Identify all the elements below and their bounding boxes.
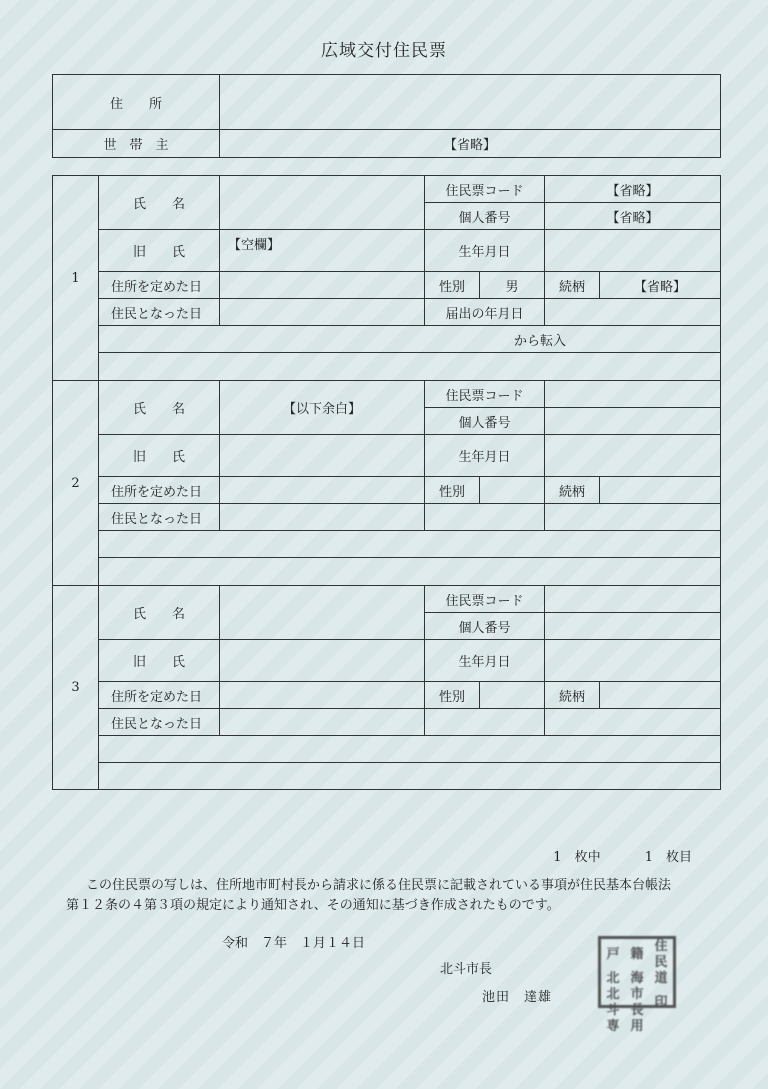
remarks-extra — [99, 353, 721, 381]
document-title: 広域交付住民票 — [321, 41, 447, 61]
person-number: 1 — [53, 176, 99, 381]
official-seal-stamp — [598, 936, 676, 1034]
relationship-label: 続柄 — [545, 682, 600, 709]
remarks-value: から転入 — [99, 326, 721, 353]
individual-number-label: 個人番号 — [425, 613, 545, 640]
former-name-value — [220, 640, 425, 682]
name-value: 【以下余白】 — [220, 381, 425, 435]
seal-char: 北 — [606, 971, 620, 986]
birth-date-label: 生年月日 — [425, 640, 545, 682]
name-label: 氏 名 — [99, 586, 220, 640]
certification-text — [66, 876, 706, 916]
individual-number-value: 【省略】 — [545, 203, 721, 230]
birth-date-value — [545, 230, 721, 272]
resident-code-label: 住民票コード — [425, 586, 545, 613]
relationship-value — [600, 477, 721, 504]
resident-date-label: 住民となった日 — [99, 504, 220, 531]
remarks-value — [99, 736, 721, 763]
resident-code-label: 住民票コード — [425, 176, 545, 203]
birth-date-label: 生年月日 — [425, 435, 545, 477]
household-head-label: 世 帯 主 — [53, 130, 220, 158]
address-label: 住 所 — [53, 75, 220, 130]
seal-char: 北斗 — [606, 987, 620, 1018]
header-table — [52, 74, 721, 158]
birth-date-value — [545, 435, 721, 477]
relationship-value — [600, 682, 721, 709]
certification-line-2: 第１２条の４第３項の規定により通知され、その通知に基づき作成されたものです。 — [66, 898, 560, 913]
resident-code-label: 住民票コード — [425, 381, 545, 408]
address-date-value — [220, 272, 425, 299]
name-label: 氏 名 — [99, 176, 220, 230]
resident-code-value — [545, 586, 721, 613]
address-date-label: 住所を定めた日 — [99, 682, 220, 709]
blank-cell — [425, 709, 545, 736]
resident-date-label: 住民となった日 — [99, 709, 220, 736]
blank-cell — [425, 504, 545, 531]
remarks-extra — [99, 763, 721, 790]
individual-number-value — [545, 613, 721, 640]
relationship-label: 続柄 — [545, 477, 600, 504]
remarks-value — [99, 531, 721, 558]
notification-date-label: 届出の年月日 — [425, 299, 545, 326]
residents-table — [52, 175, 721, 790]
seal-char: 道 — [654, 971, 668, 986]
individual-number-label: 個人番号 — [425, 408, 545, 435]
gender-label: 性別 — [425, 272, 480, 299]
gender-value: 男 — [480, 272, 545, 299]
birth-date-value — [545, 640, 721, 682]
name-value — [220, 586, 425, 640]
seal-char: 住民 — [654, 939, 668, 970]
address-date-value — [220, 682, 425, 709]
remarks-extra — [99, 558, 721, 586]
address-date-label: 住所を定めた日 — [99, 272, 220, 299]
seal-char: 籍 — [630, 947, 644, 962]
resident-date-value — [220, 299, 425, 326]
former-name-value — [220, 435, 425, 477]
relationship-value: 【省略】 — [600, 272, 721, 299]
resident-code-value: 【省略】 — [545, 176, 721, 203]
page-count — [543, 846, 692, 865]
gender-label: 性別 — [425, 477, 480, 504]
seal-char: 戸 — [606, 947, 620, 962]
issue-date: 令和 ７年 １月１４日 — [222, 936, 366, 951]
seal-char: 市長 — [630, 987, 644, 1018]
individual-number-value — [545, 408, 721, 435]
name-label: 氏 名 — [99, 381, 220, 435]
gender-value — [480, 682, 545, 709]
birth-date-label: 生年月日 — [425, 230, 545, 272]
page-total: 1 枚中 — [553, 850, 601, 865]
resident-date-label: 住民となった日 — [99, 299, 220, 326]
seal-char: 印 — [654, 995, 668, 1010]
address-date-label: 住所を定めた日 — [99, 477, 220, 504]
gender-value — [480, 477, 545, 504]
former-name-value: 【空欄】 — [220, 230, 425, 272]
former-name-label: 旧 氏 — [99, 640, 220, 682]
page-current: 1 枚目 — [644, 850, 692, 865]
name-value — [220, 176, 425, 230]
individual-number-label: 個人番号 — [425, 203, 545, 230]
mayor-name: 池田 達雄 — [482, 990, 553, 1005]
notification-date-value — [545, 299, 721, 326]
resident-date-value — [220, 504, 425, 531]
seal-char: 専 — [606, 1019, 620, 1034]
former-name-label: 旧 氏 — [99, 435, 220, 477]
seal-char: 海 — [630, 971, 644, 986]
former-name-label: 旧 氏 — [99, 230, 220, 272]
resident-code-value — [545, 381, 721, 408]
address-date-value — [220, 477, 425, 504]
relationship-label: 続柄 — [545, 272, 600, 299]
blank-cell — [545, 709, 721, 736]
blank-cell — [545, 504, 721, 531]
seal-char: 用 — [630, 1019, 644, 1034]
person-number: 2 — [53, 381, 99, 586]
address-value — [220, 75, 721, 130]
certification-line-1: この住民票の写しは、住所地市町村長から請求に係る住民票に記載されている事項が住民基本台帳法 — [86, 878, 672, 893]
person-number: 3 — [53, 586, 99, 790]
seal-char — [649, 1019, 673, 1035]
resident-date-value — [220, 709, 425, 736]
household-head-value: 【省略】 — [220, 130, 721, 158]
mayor-title: 北斗市長 — [440, 962, 493, 977]
gender-label: 性別 — [425, 682, 480, 709]
